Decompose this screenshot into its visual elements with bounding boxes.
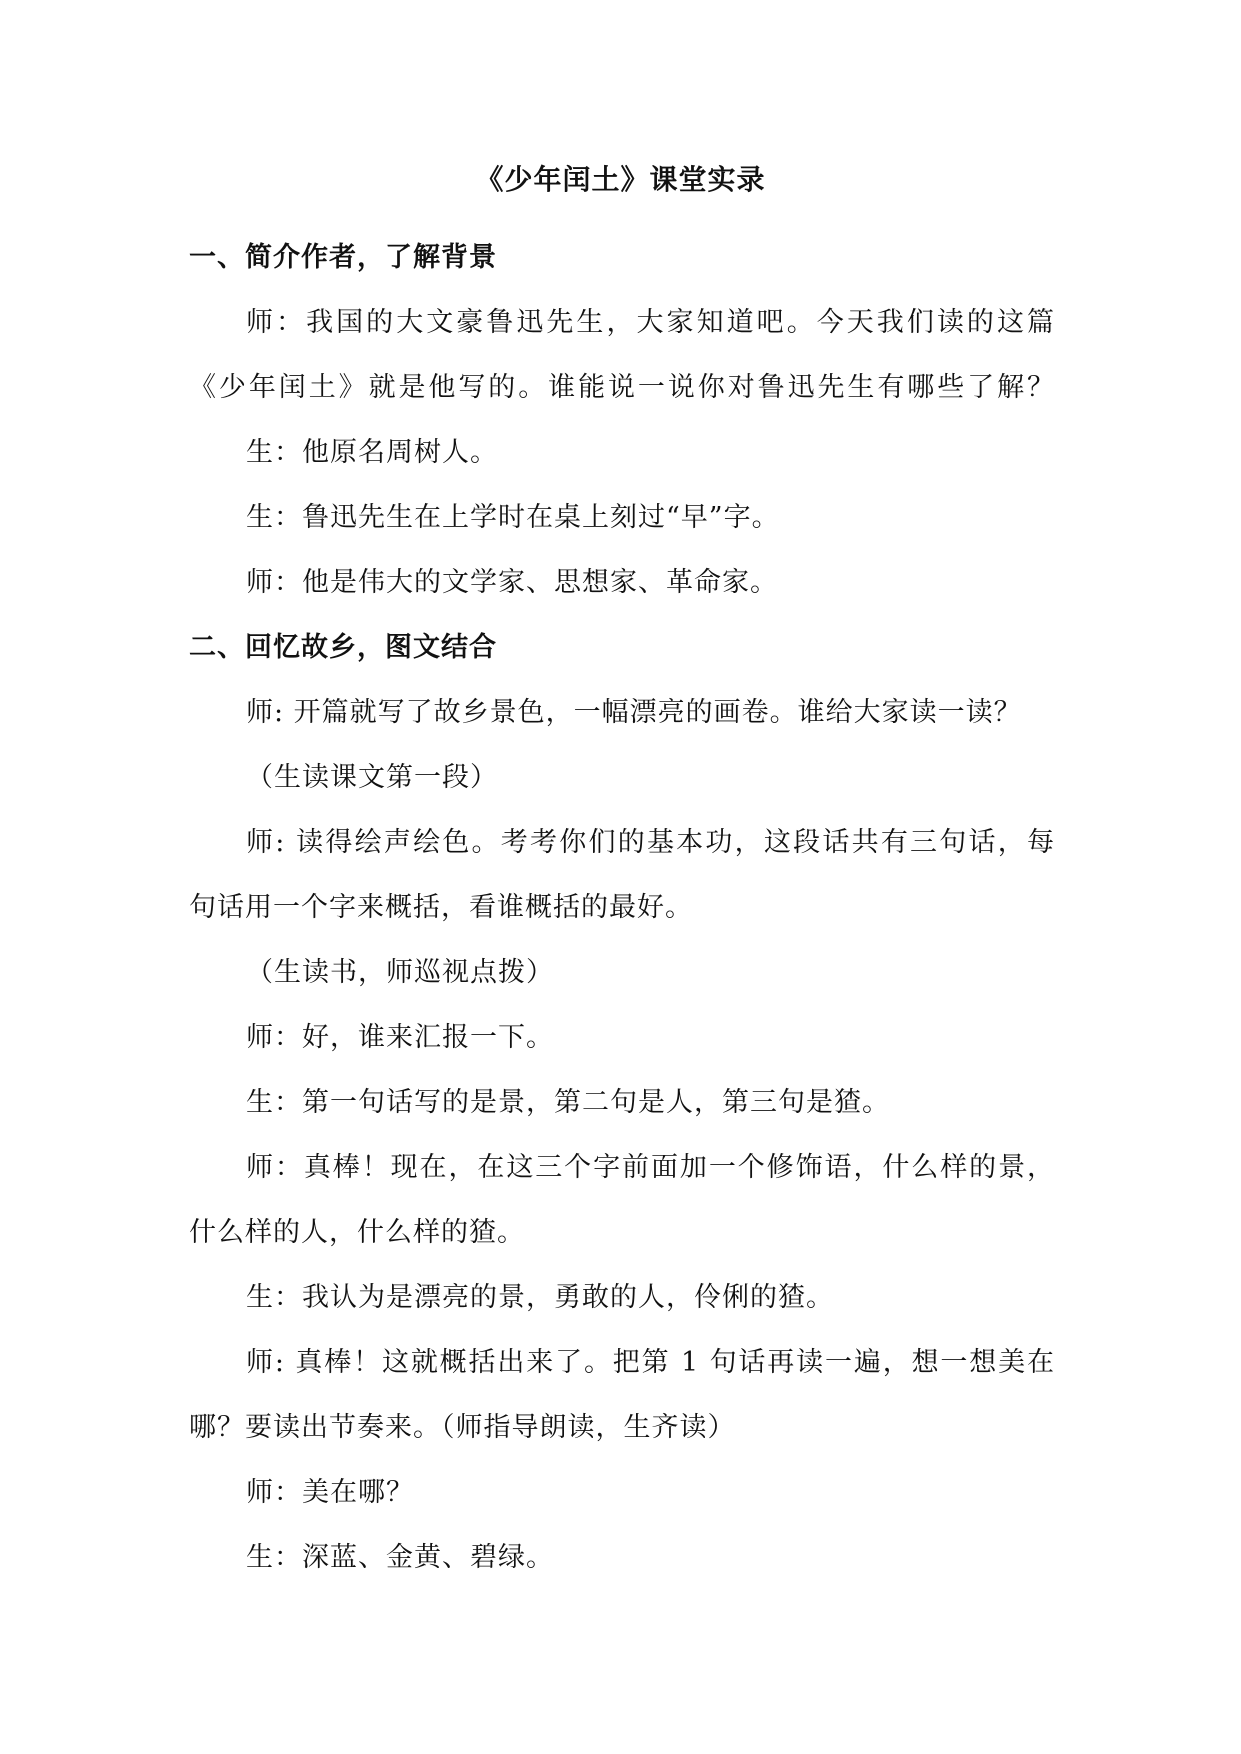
- paragraph-line: 什么样的人，什么样的猹。: [189, 1217, 525, 1248]
- paragraph-line: 师：真棒！现在，在这三个字前面加一个修饰语，什么样的景，: [246, 1152, 1055, 1183]
- paragraph-line: 师: 读得绘声绘色。考考你们的基本功，这段话共有三句话，每: [246, 827, 1055, 858]
- paragraph-line: 师：他是伟大的文学家、思想家、革命家。: [246, 567, 778, 598]
- section-heading-2: 二、回忆故乡，图文结合: [189, 632, 497, 663]
- paragraph-line: 师: 真棒！这就概括出来了。把第 1 句话再读一遍，想一想美在: [246, 1347, 1055, 1378]
- paragraph-line: （生读书，师巡视点拨）: [246, 957, 554, 988]
- section-heading-1: 一、简介作者，了解背景: [189, 242, 497, 273]
- paragraph-line: 师：我国的大文豪鲁迅先生，大家知道吧。今天我们读的这篇: [246, 307, 1055, 338]
- document-title: 《少年闰土》课堂实录: [475, 163, 766, 196]
- paragraph-line: 生：第一句话写的是景，第二句是人，第三句是猹。: [246, 1087, 890, 1118]
- paragraph-line: 生：他原名周树人。: [246, 437, 498, 468]
- paragraph-line: 生：深蓝、金黄、碧绿。: [246, 1542, 554, 1573]
- paragraph-line: 师：美在哪？: [246, 1477, 414, 1508]
- paragraph-line: 句话用一个字来概括，看谁概括的最好。: [189, 892, 693, 923]
- paragraph-line: 哪？要读出节奏来。（师指导朗读，生齐读）: [189, 1412, 736, 1443]
- paragraph-line: 师：好，谁来汇报一下。: [246, 1022, 554, 1053]
- paragraph-line: 生：鲁迅先生在上学时在桌上刻过“早”字。: [246, 502, 780, 533]
- paragraph-line: 《少年闰土》就是他写的。谁能说一说你对鲁迅先生有哪些了解？: [189, 372, 1055, 403]
- paragraph-line: 生：我认为是漂亮的景，勇敢的人，伶俐的猹。: [246, 1282, 834, 1313]
- paragraph-line: 师: 开篇就写了故乡景色，一幅漂亮的画卷。谁给大家读一读？: [246, 697, 1022, 728]
- paragraph-line: （生读课文第一段）: [246, 762, 498, 793]
- document-body: [189, 225, 1055, 1590]
